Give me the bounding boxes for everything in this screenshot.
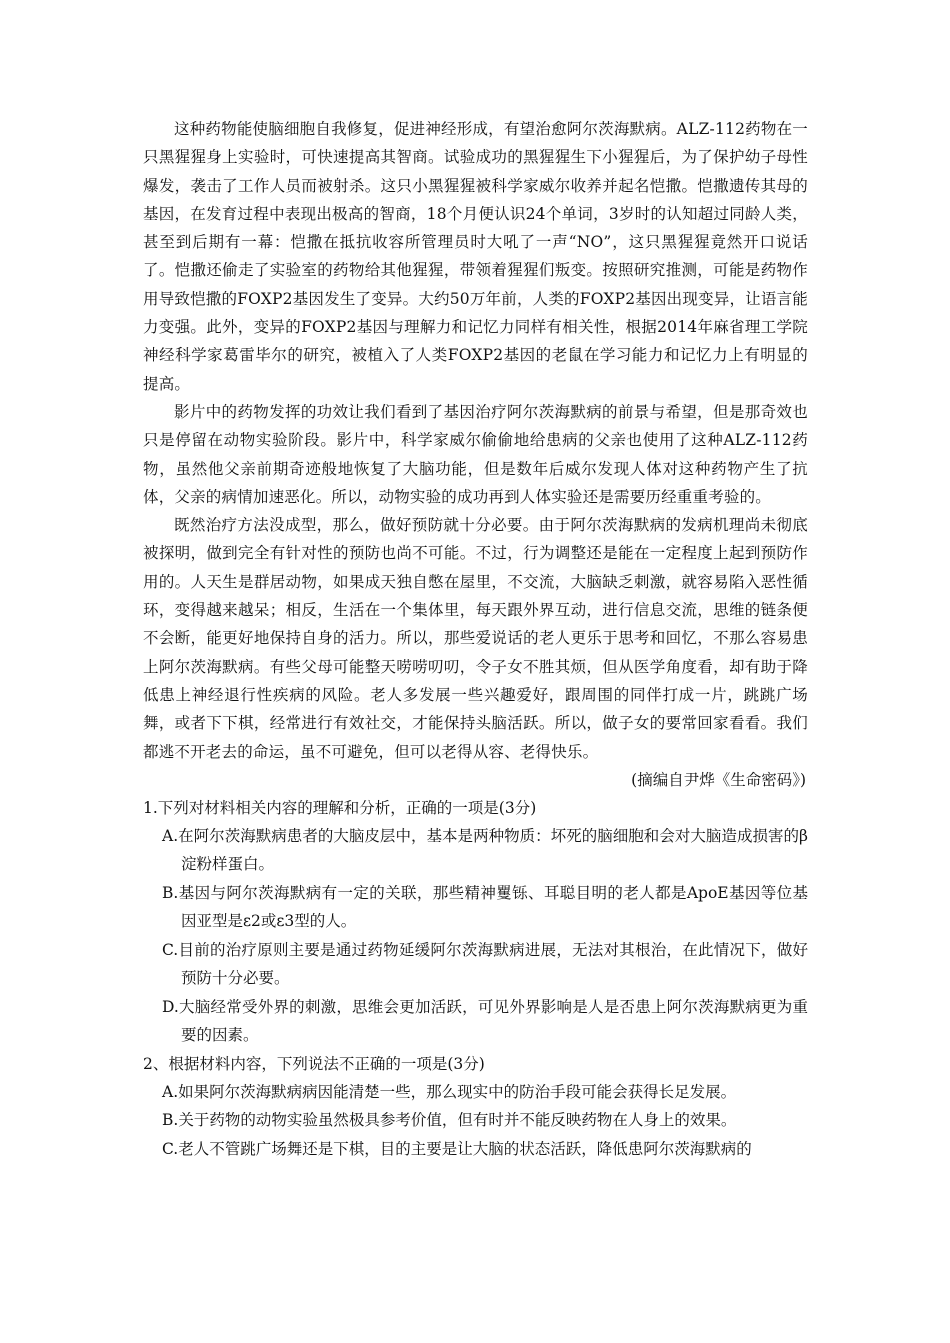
article-paragraph-1: 这种药物能使脑细胞自我修复，促进神经形成，有望治愈阿尔茨海默病。ALZ-112药物在一只黑猩猩身上实验时，可快速提高其智商。试验成功的黑猩猩生下小猩猩后，为了保护幼子母性爆发，袭击了工作人员而被射杀。这只小黑猩猩被科学家威尔收养并起名恺撒。恺撒遗传其母的基因，在发育过程中表现出极高的智商，18个月便认识24个单词，3岁时的认知超过同龄人类，甚至到后期有一幕：恺撒在抵抗收容所管理员时大吼了一声“NO”，这只黑猩猩竟然开口说话了。恺撒还偷走了实验室的药物给其他猩猩，带领着猩猩们叛变。按照研究推测，可能是药物作用导致恺撒的FOXP2基因发生了变异。大约50万年前，人类的FOXP2基因出现变异，让语言能力变强。此外，变异的FOXP2基因与理解力和记忆力同样有相关性，根据2014年麻省理工学院神经科学家葛雷毕尔的研究，被植入了人类FOXP2基因的老鼠在学习能力和记忆力上有明显的提高。 [143, 120, 808, 393]
question-1 [143, 794, 808, 1050]
article-paragraph-2: 影片中的药物发挥的功效让我们看到了基因治疗阿尔茨海默病的前景与希望，但是那奇效也只是停留在动物实验阶段。影片中，科学家威尔偷偷地给患病的父亲也使用了这种ALZ-112药物，虽然他父亲前期奇迹般地恢复了大脑功能，但是数年后威尔发现人体对这种药物产生了抗体，父亲的病情加速恶化。所以，动物实验的成功再到人体实验还是需要历经重重考验的。 [143, 402, 808, 506]
option-a: A.如果阿尔茨海默病病因能清楚一些，那么现实中的防治手段可能会获得长足发展。 [162, 1082, 737, 1101]
option-c: C.老人不管跳广场舞还是下棋，目的主要是让大脑的状态活跃，降低患阿尔茨海默病的 [162, 1139, 752, 1158]
option-b: B.关于药物的动物实验虽然极具参考价值，但有时并不能反映药物在人身上的效果。 [162, 1111, 737, 1130]
question-2 [143, 1050, 808, 1164]
option-b: B.基因与阿尔茨海默病有一定的关联，那些精神矍铄、耳聪目明的老人都是ApoE基因等位基因亚型是ε2或ε3型的人。 [162, 883, 808, 931]
option-d: D.大脑经常受外界的刺激，思维会更加活跃，可见外界影响是人是否患上阿尔茨海默病更为重要的因素。 [162, 997, 808, 1045]
article-source: (摘编自尹烨《生命密码》) [631, 770, 806, 789]
question-stem: 1.下列对材料相关内容的理解和分析，正确的一项是(3分) [143, 798, 537, 817]
option-a: A.在阿尔茨海默病患者的大脑皮层中，基本是两种物质：坏死的脑细胞和会对大脑造成损害的β淀粉样蛋白。 [162, 826, 808, 874]
document-page [143, 115, 808, 1163]
question-stem: 2、根据材料内容，下列说法不正确的一项是(3分) [143, 1054, 485, 1073]
article-paragraph-3: 既然治疗方法没成型，那么，做好预防就十分必要。由于阿尔茨海默病的发病机理尚未彻底被探明，做到完全有针对性的预防也尚不可能。不过，行为调整还是能在一定程度上起到预防作用的。人天生是群居动物，如果成天独自憋在屋里，不交流，大脑缺乏刺激，就容易陷入恶性循环，变得越来越呆；相反，生活在一个集体里，每天跟外界互动，进行信息交流，思维的链条便不会断，能更好地保持自身的活力。所以，那些爱说话的老人更乐于思考和回忆，不那么容易患上阿尔茨海默病。有些父母可能整天唠唠叨叨，令子女不胜其烦，但从医学角度看，却有助于降低患上神经退行性疾病的风险。老人多发展一些兴趣爱好，跟周围的同伴打成一片，跳跳广场舞，或者下下棋，经常进行有效社交，才能保持头脑活跃。所以，做子女的要常回家看看。我们都逃不开老去的命运，虽不可避免，但可以老得从容、老得快乐。 [143, 516, 808, 761]
option-c: C.目前的治疗原则主要是通过药物延缓阿尔茨海默病进展，无法对其根治，在此情况下，做好预防十分必要。 [162, 940, 808, 988]
